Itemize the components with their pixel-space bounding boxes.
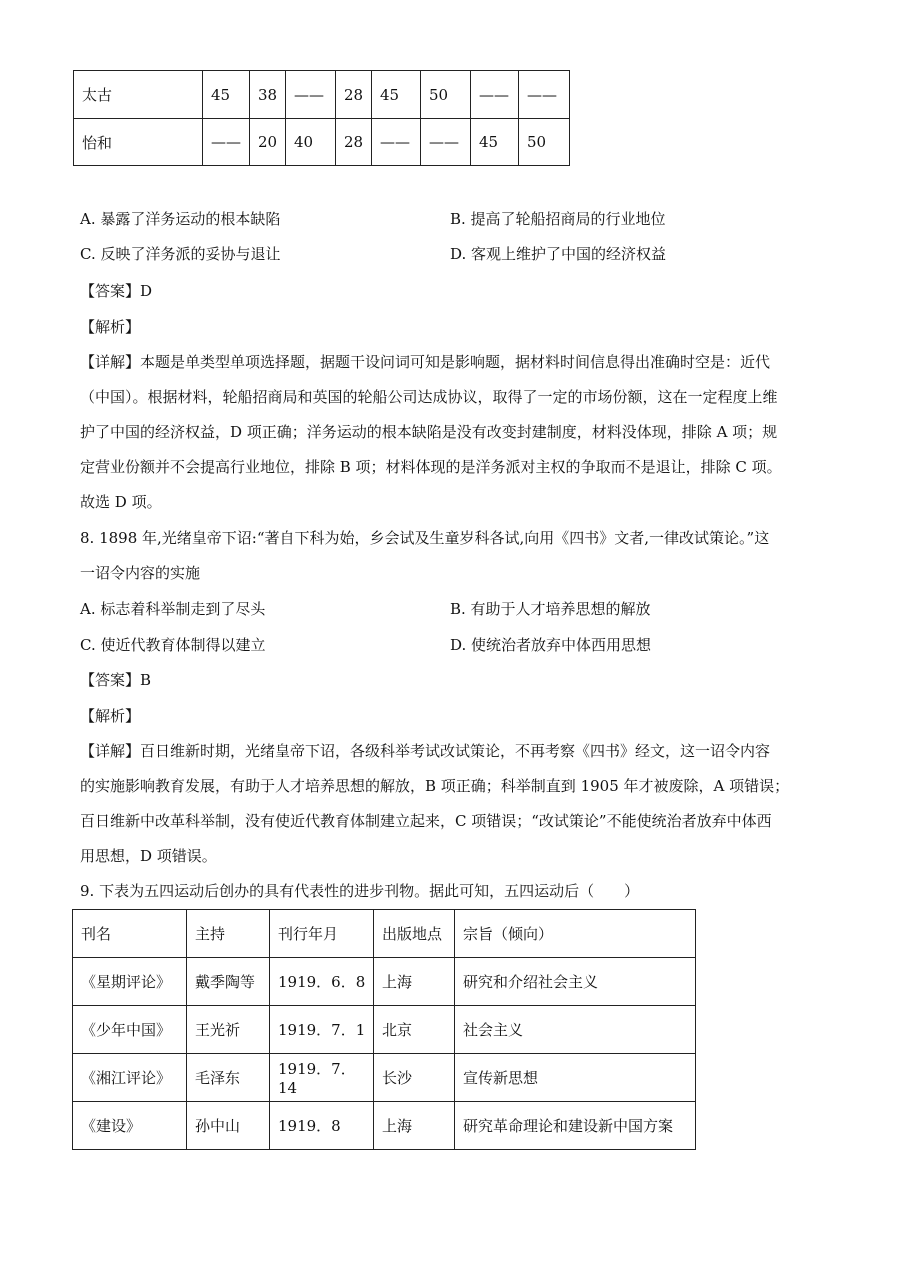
table-row	[73, 1054, 696, 1102]
q8-analysis-heading: 【解析】	[80, 707, 141, 725]
table-cell: ——	[372, 119, 421, 166]
table-cell: 28	[336, 119, 372, 166]
q7-option-a: A. 暴露了洋务运动的根本缺陷	[80, 210, 281, 228]
header-cell: 刊名	[73, 910, 187, 958]
q7-option-c: C. 反映了洋务派的妥协与退让	[80, 245, 281, 263]
q8-detail-line: 百日维新中改革科举制，没有使近代教育体制建立起来，C 项错误；“改试策论”不能使统治者放弃中体西	[80, 812, 772, 830]
q7-option-d: D. 客观上维护了中国的经济权益	[450, 245, 667, 263]
table-cell: 《建设》	[73, 1102, 187, 1150]
company-cell: 怡和	[74, 119, 203, 166]
table-row	[74, 119, 570, 166]
header-cell: 刊行年月	[270, 910, 374, 958]
table-cell: 38	[250, 71, 286, 119]
table-cell: 1919．8	[270, 1102, 374, 1150]
table-cell: 1919．7．14	[270, 1054, 374, 1102]
header-cell: 出版地点	[374, 910, 455, 958]
table-cell: 1919．7．1	[270, 1006, 374, 1054]
table-cell: ——	[203, 119, 250, 166]
q8-option-c: C. 使近代教育体制得以建立	[80, 636, 266, 654]
q8-option-d: D. 使统治者放弃中体西用思想	[450, 636, 652, 654]
q7-detail-line: 护了中国的经济权益，D 项正确；洋务运动的根本缺陷是没有改变封建制度，材料没体现，排除 A 项；规	[80, 423, 778, 441]
table-cell: 50	[519, 119, 570, 166]
q7-detail-line: 定营业份额并不会提高行业地位，排除 B 项；材料体现的是洋务派对主权的争取而不是退让，排除 C 项。	[80, 458, 782, 476]
q8-option-b: B. 有助于人才培养思想的解放	[450, 600, 651, 618]
q7-analysis-heading: 【解析】	[80, 318, 141, 336]
table-cell: 45	[471, 119, 519, 166]
q8-detail-line: 的实施影响教育发展，有助于人才培养思想的解放，B 项正确；科举制直到 1905 年才被废除，A 项错误；	[80, 777, 790, 795]
table-cell: 社会主义	[455, 1006, 696, 1054]
q8-stem-line: 一诏令内容的实施	[80, 564, 201, 582]
table-row	[74, 71, 570, 119]
header-cell: 宗旨（倾向）	[455, 910, 696, 958]
journals-table	[72, 909, 696, 1150]
table-cell: ——	[286, 71, 336, 119]
table-cell: 1919．6．8	[270, 958, 374, 1006]
table-cell: 宣传新思想	[455, 1054, 696, 1102]
table-cell: ——	[471, 71, 519, 119]
table-cell: 研究和介绍社会主义	[455, 958, 696, 1006]
table-cell: ——	[519, 71, 570, 119]
table-cell: ——	[421, 119, 471, 166]
table-cell: 上海	[374, 1102, 455, 1150]
q8-stem-line: 8. 1898 年,光绪皇帝下诏:“著自下科为始，乡会试及生童岁科各试,向用《四书》文者,一律改试策论。”这	[80, 529, 770, 547]
header-cell: 主持	[187, 910, 270, 958]
q8-answer: 【答案】B	[80, 671, 152, 689]
q7-detail-line: 故选 D 项。	[80, 493, 162, 511]
table-cell: 研究革命理论和建设新中国方案	[455, 1102, 696, 1150]
q8-option-a: A. 标志着科举制走到了尽头	[80, 600, 266, 618]
q7-option-b: B. 提高了轮船招商局的行业地位	[450, 210, 666, 228]
table-cell: 上海	[374, 958, 455, 1006]
table-cell: 北京	[374, 1006, 455, 1054]
table-cell: 45	[203, 71, 250, 119]
table-row	[73, 1102, 696, 1150]
table-cell: 《星期评论》	[73, 958, 187, 1006]
table-cell: 《湘江评论》	[73, 1054, 187, 1102]
table-cell: 孙中山	[187, 1102, 270, 1150]
table-header-row	[73, 910, 696, 958]
table-cell: 王光祈	[187, 1006, 270, 1054]
table-cell: 50	[421, 71, 471, 119]
table-cell: 28	[336, 71, 372, 119]
q8-detail-line: 【详解】百日维新时期，光绪皇帝下诏，各级科举考试改试策论，不再考察《四书》经文，这一诏令内容	[80, 742, 771, 760]
q8-detail-line: 用思想，D 项错误。	[80, 847, 217, 865]
table-row	[73, 958, 696, 1006]
table-cell: 《少年中国》	[73, 1006, 187, 1054]
table-cell: 40	[286, 119, 336, 166]
q7-detail-line: 【详解】本题是单类型单项选择题，据题干设问词可知是影响题，据材料时间信息得出准确时空是：近代	[80, 353, 771, 371]
table-cell: 戴季陶等	[187, 958, 270, 1006]
table-cell: 45	[372, 71, 421, 119]
shipping-share-table	[73, 70, 570, 166]
q9-stem: 9. 下表为五四运动后创办的具有代表性的进步刊物。据此可知，五四运动后（ ）	[80, 882, 640, 900]
table-cell: 20	[250, 119, 286, 166]
company-cell: 太古	[74, 71, 203, 119]
table-row	[73, 1006, 696, 1054]
q7-detail-line: （中国）。根据材料，轮船招商局和英国的轮船公司达成协议，取得了一定的市场份额，这在一定程度上维	[80, 388, 778, 406]
table-cell: 毛泽东	[187, 1054, 270, 1102]
q7-answer: 【答案】D	[80, 282, 153, 300]
table-cell: 长沙	[374, 1054, 455, 1102]
